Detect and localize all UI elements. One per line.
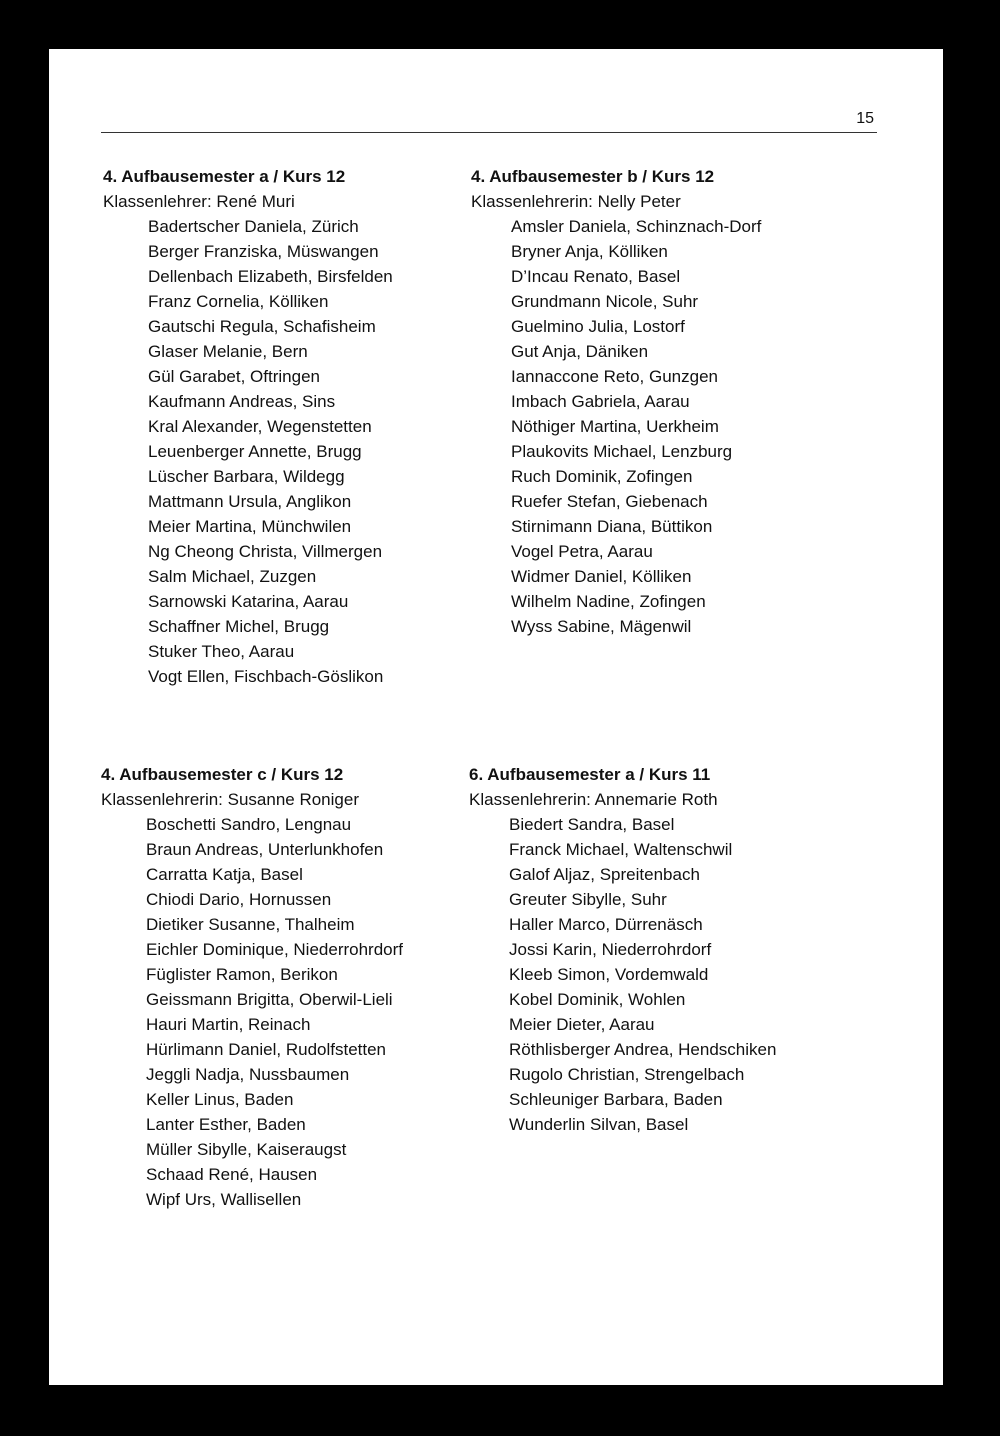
student-entry: Iannaccone Reto, Gunzgen (511, 367, 718, 386)
student-entry: Galof Aljaz, Spreitenbach (509, 865, 700, 884)
student-entry: Stuker Theo, Aarau (148, 642, 295, 661)
student-entry: Dietiker Susanne, Thalheim (146, 915, 355, 934)
page-number: 15 (856, 110, 874, 127)
class-teacher: Klassenlehrer: René Muri (103, 192, 295, 211)
student-entry: Imbach Gabriela, Aarau (511, 392, 690, 411)
student-entry: Nöthiger Martina, Uerkheim (511, 417, 719, 436)
student-entry: Schaffner Michel, Brugg (148, 617, 330, 636)
student-entry: Amsler Daniela, Schinznach-Dorf (511, 217, 762, 236)
student-entry: Schaad René, Hausen (146, 1165, 318, 1184)
class-section-4a (103, 164, 393, 689)
document-page (49, 49, 943, 1385)
student-entry: Berger Franziska, Müswangen (148, 242, 379, 261)
student-entry: Hürlimann Daniel, Rudolfstetten (146, 1040, 387, 1059)
student-entry: Rugolo Christian, Strengelbach (509, 1065, 745, 1084)
student-entry: Plaukovits Michael, Lenzburg (511, 442, 733, 461)
student-entry: Müller Sibylle, Kaiseraugst (146, 1140, 347, 1159)
student-entry: Glaser Melanie, Bern (148, 342, 308, 361)
student-entry: Ruefer Stefan, Giebenach (511, 492, 708, 511)
class-section-4b (471, 164, 761, 639)
student-entry: Röthlisberger Andrea, Hendschiken (509, 1040, 777, 1059)
student-entry: Gautschi Regula, Schafisheim (148, 317, 376, 336)
section-heading: 6. Aufbausemester a / Kurs 11 (469, 765, 711, 784)
student-entry: Lüscher Barbara, Wildegg (148, 467, 345, 486)
section-heading: 4. Aufbausemester c / Kurs 12 (101, 765, 344, 784)
student-entry: Hauri Martin, Reinach (146, 1015, 311, 1034)
student-entry: Meier Martina, Münchwilen (148, 517, 352, 536)
student-entry: Wyss Sabine, Mägenwil (511, 617, 692, 636)
student-entry: Grundmann Nicole, Suhr (511, 292, 699, 311)
student-entry: Stirnimann Diana, Büttikon (511, 517, 713, 536)
student-entry: Keller Linus, Baden (146, 1090, 294, 1109)
student-entry: Schleuniger Barbara, Baden (509, 1090, 723, 1109)
student-entry: D’Incau Renato, Basel (511, 267, 681, 286)
student-entry: Kral Alexander, Wegenstetten (148, 417, 372, 436)
student-entry: Vogt Ellen, Fischbach-Göslikon (148, 667, 384, 686)
student-entry: Meier Dieter, Aarau (509, 1015, 655, 1034)
student-entry: Ng Cheong Christa, Villmergen (148, 542, 383, 561)
class-section-4c (101, 762, 403, 1212)
student-entry: Wunderlin Silvan, Basel (509, 1115, 689, 1134)
section-heading: 4. Aufbausemester b / Kurs 12 (471, 167, 715, 186)
student-entry: Franz Cornelia, Kölliken (148, 292, 329, 311)
class-teacher: Klassenlehrerin: Annemarie Roth (469, 790, 718, 809)
student-entry: Wilhelm Nadine, Zofingen (511, 592, 706, 611)
student-entry: Mattmann Ursula, Anglikon (148, 492, 352, 511)
student-entry: Haller Marco, Dürrenäsch (509, 915, 703, 934)
student-entry: Wipf Urs, Wallisellen (146, 1190, 302, 1209)
student-entry: Vogel Petra, Aarau (511, 542, 653, 561)
student-entry: Boschetti Sandro, Lengnau (146, 815, 352, 834)
student-entry: Carratta Katja, Basel (146, 865, 303, 884)
student-entry: Eichler Dominique, Niederrohrdorf (146, 940, 404, 959)
student-entry: Widmer Daniel, Kölliken (511, 567, 692, 586)
student-entry: Jeggli Nadja, Nussbaumen (146, 1065, 350, 1084)
student-entry: Braun Andreas, Unterlunkhofen (146, 840, 384, 859)
student-entry: Kaufmann Andreas, Sins (148, 392, 336, 411)
student-list (469, 812, 776, 1137)
student-entry: Kleeb Simon, Vordemwald (509, 965, 709, 984)
student-entry: Lanter Esther, Baden (146, 1115, 306, 1134)
class-section-6a (469, 762, 776, 1137)
section-heading: 4. Aufbausemester a / Kurs 12 (103, 167, 346, 186)
student-entry: Füglister Ramon, Berikon (146, 965, 338, 984)
student-entry: Bryner Anja, Kölliken (511, 242, 668, 261)
class-teacher: Klassenlehrerin: Susanne Roniger (101, 790, 359, 809)
student-entry: Kobel Dominik, Wohlen (509, 990, 686, 1009)
header-rule (101, 132, 877, 133)
student-list (471, 214, 761, 639)
student-entry: Salm Michael, Zuzgen (148, 567, 317, 586)
student-entry: Biedert Sandra, Basel (509, 815, 675, 834)
student-entry: Sarnowski Katarina, Aarau (148, 592, 349, 611)
class-teacher: Klassenlehrerin: Nelly Peter (471, 192, 681, 211)
student-entry: Ruch Dominik, Zofingen (511, 467, 693, 486)
student-entry: Gül Garabet, Oftringen (148, 367, 320, 386)
student-entry: Franck Michael, Waltenschwil (509, 840, 733, 859)
student-entry: Greuter Sibylle, Suhr (509, 890, 667, 909)
student-entry: Gut Anja, Däniken (511, 342, 649, 361)
student-list (103, 214, 393, 689)
student-list (101, 812, 403, 1212)
student-entry: Jossi Karin, Niederrohrdorf (509, 940, 712, 959)
student-entry: Guelmino Julia, Lostorf (511, 317, 685, 336)
student-entry: Geissmann Brigitta, Oberwil-Lieli (146, 990, 393, 1009)
student-entry: Chiodi Dario, Hornussen (146, 890, 332, 909)
student-entry: Dellenbach Elizabeth, Birsfelden (148, 267, 393, 286)
student-entry: Badertscher Daniela, Zürich (148, 217, 359, 236)
student-entry: Leuenberger Annette, Brugg (148, 442, 362, 461)
